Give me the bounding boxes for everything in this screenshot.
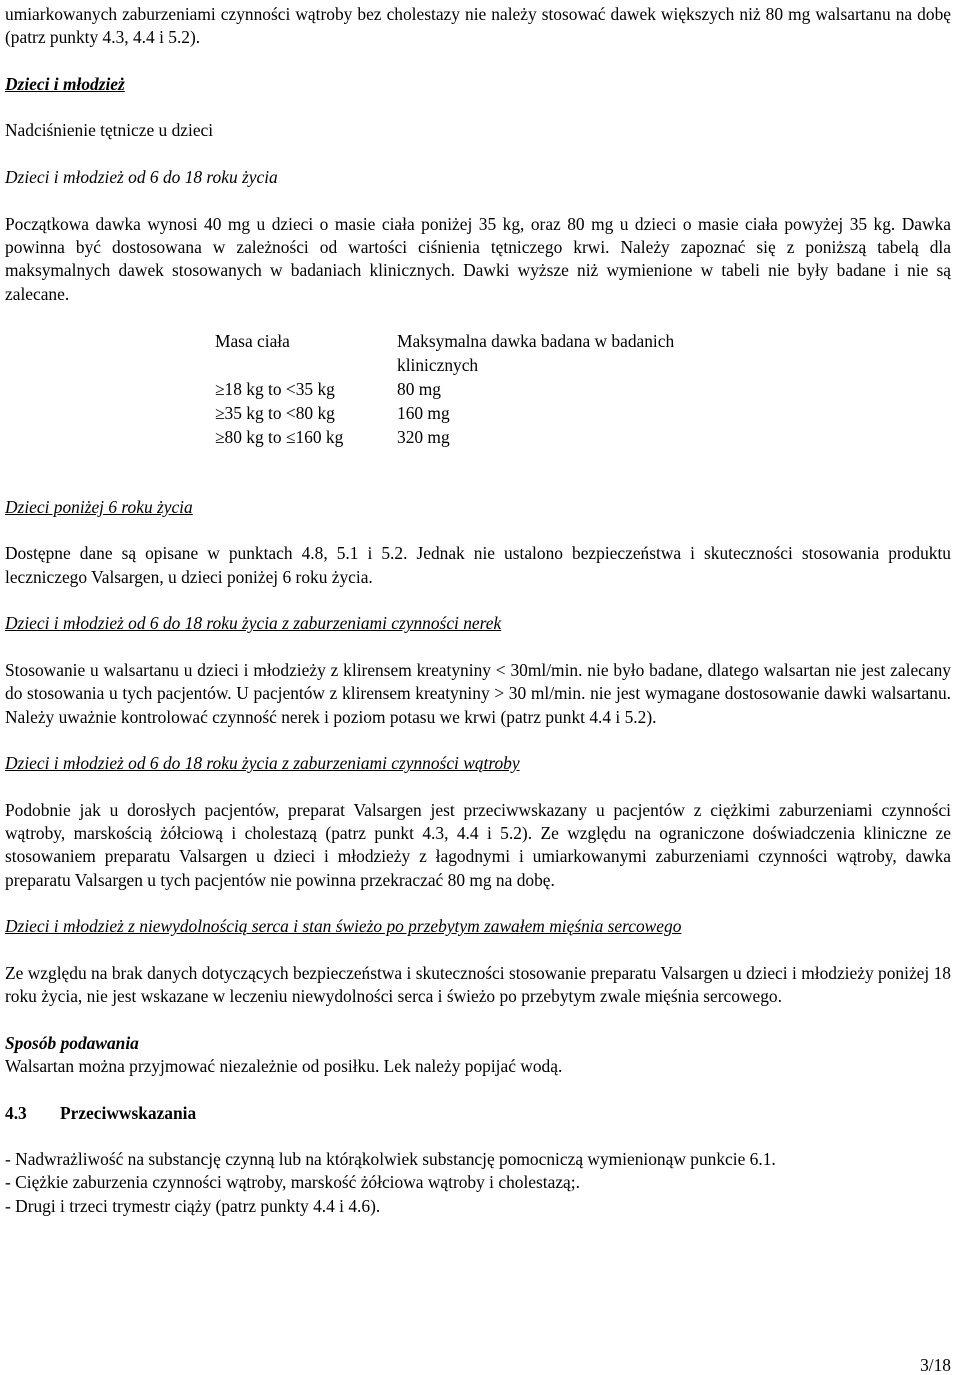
dose-table-weight: ≥18 kg to <35 kg <box>215 378 335 399</box>
administration-heading: Sposób podawania <box>5 1032 139 1053</box>
under6-paragraph: Dostępne dane są opisane w punktach 4.8, 5.1 i 5.2. Jednak nie ustalono bezpieczeństwa i skuteczności stosowania produktu leczniczego Valsargen, u dzieci poniżej 6 roku życia. <box>5 543 951 587</box>
dose-table-row <box>215 401 747 425</box>
under6-heading: Dzieci poniżej 6 roku życia <box>5 496 193 517</box>
dose-table-header-row <box>215 329 747 377</box>
section-43-number: 4.3 <box>5 1102 27 1123</box>
dose-table-row <box>215 425 747 449</box>
administration-text: Walsartan można przyjmować niezależnie od posiłku. Lek należy popijać wodą. <box>5 1055 563 1076</box>
document-page <box>5 3 951 1218</box>
contraindication-item: - Ciężkie zaburzenia czynności wątroby, marskość żółciowa wątroby i cholestazą;. <box>5 1172 580 1193</box>
intro-continuation: umiarkowanych zaburzeniami czynności wątroby bez cholestazy nie należy stosować dawek większych niż 80 mg walsartanu na dobę (patrz punkty 4.3, 4.4 i 5.2). <box>5 4 951 48</box>
dose-table-weight: ≥35 kg to <80 kg <box>215 402 335 423</box>
section-43-heading <box>5 1102 951 1125</box>
dose-table-row <box>215 377 747 401</box>
dose-table-dose: 160 mg <box>397 402 450 423</box>
hypertension-heading: Nadciśnienie tętnicze u dzieci <box>5 120 214 141</box>
section-43-title: Przeciwwskazania <box>60 1102 197 1123</box>
dose-table-dose: 320 mg <box>397 426 450 447</box>
dosing-paragraph: Początkowa dawka wynosi 40 mg u dzieci o masie ciała poniżej 35 kg, oraz 80 mg u dzieci o masie ciała powyżej 35 kg. Dawka powinna być dostosowana w zależności od wartości ciśnienia tętniczego krwi. Należy zapoznać się z poniższą tabelą dla maksymalnych dawek stosowanych w badaniach klinicznych. Dawki wyższe niż wymienione w tabeli nie były badane i nie są zalecane. <box>5 213 951 304</box>
contraindication-item: - Nadwrażliwość na substancję czynną lub na którąkolwiek substancję pomocniczą wymienionąw punkcie 6.1. <box>5 1149 776 1170</box>
children-heading: Dzieci i młodzież <box>5 73 125 94</box>
hepatic-heading: Dzieci i młodzież od 6 do 18 roku życia z zaburzeniami czynności wątroby <box>5 753 520 774</box>
page-number: 3/18 <box>920 1355 951 1375</box>
heart-heading: Dzieci i młodzież z niewydolnością serca i stan świeżo po przebytym zawałem mięśnia sercowego <box>5 916 682 937</box>
age-6-18-heading: Dzieci i młodzież od 6 do 18 roku życia <box>5 167 278 188</box>
dose-table-header-dose: Maksymalna dawka badana w badanich klinicznych <box>397 330 675 375</box>
dose-table-header-weight: Masa ciała <box>215 330 290 351</box>
renal-paragraph: Stosowanie u walsartanu u dzieci i młodzieży z klirensem kreatyniny < 30ml/min. nie było badane, dlatego walsartan nie jest zalecany do stosowania u tych pacjentów. U pacjentów z klirensem kreatyniny > 30 ml/min. nie jest wymagane dostosowanie dawki walsartanu. Należy uważnie kontrolować czynność nerek i poziom potasu we krwi (patrz punkt 4.4 i 5.2). <box>5 659 951 727</box>
dose-table <box>215 329 747 449</box>
dose-table-dose: 80 mg <box>397 378 441 399</box>
hepatic-paragraph: Podobnie jak u dorosłych pacjentów, preparat Valsargen jest przeciwwskazany u pacjentów z ciężkimi zaburzeniami czynności wątroby, marskością żółciową i cholestazą (patrz punkt 4.3, 4.4 i 5.2). Ze względu na ograniczone doświadczenia kliniczne ze stosowaniem preparatu Valsargen u dzieci i młodzieży z łagodnymi i umiarkowanymi zaburzeniami czynności wątroby, dawka preparatu Valsargen u tych pacjentów nie powinna przekraczać 80 mg na dobę. <box>5 799 951 890</box>
dose-table-weight: ≥80 kg to ≤160 kg <box>215 426 344 447</box>
renal-heading: Dzieci i młodzież od 6 do 18 roku życia z zaburzeniami czynności nerek <box>5 613 502 634</box>
contraindications-list <box>5 1148 951 1218</box>
contraindication-item: - Drugi i trzeci trymestr ciąży (patrz punkty 4.4 i 4.6). <box>5 1195 381 1216</box>
heart-paragraph: Ze względu na brak danych dotyczących bezpieczeństwa i skuteczności stosowanie preparatu Valsargen u dzieci i młodzieży poniżej 18 roku życia, nie jest wskazane w leczeniu niewydolności serca i świeżo po przebytym zwale mięśnia sercowego. <box>5 962 951 1007</box>
